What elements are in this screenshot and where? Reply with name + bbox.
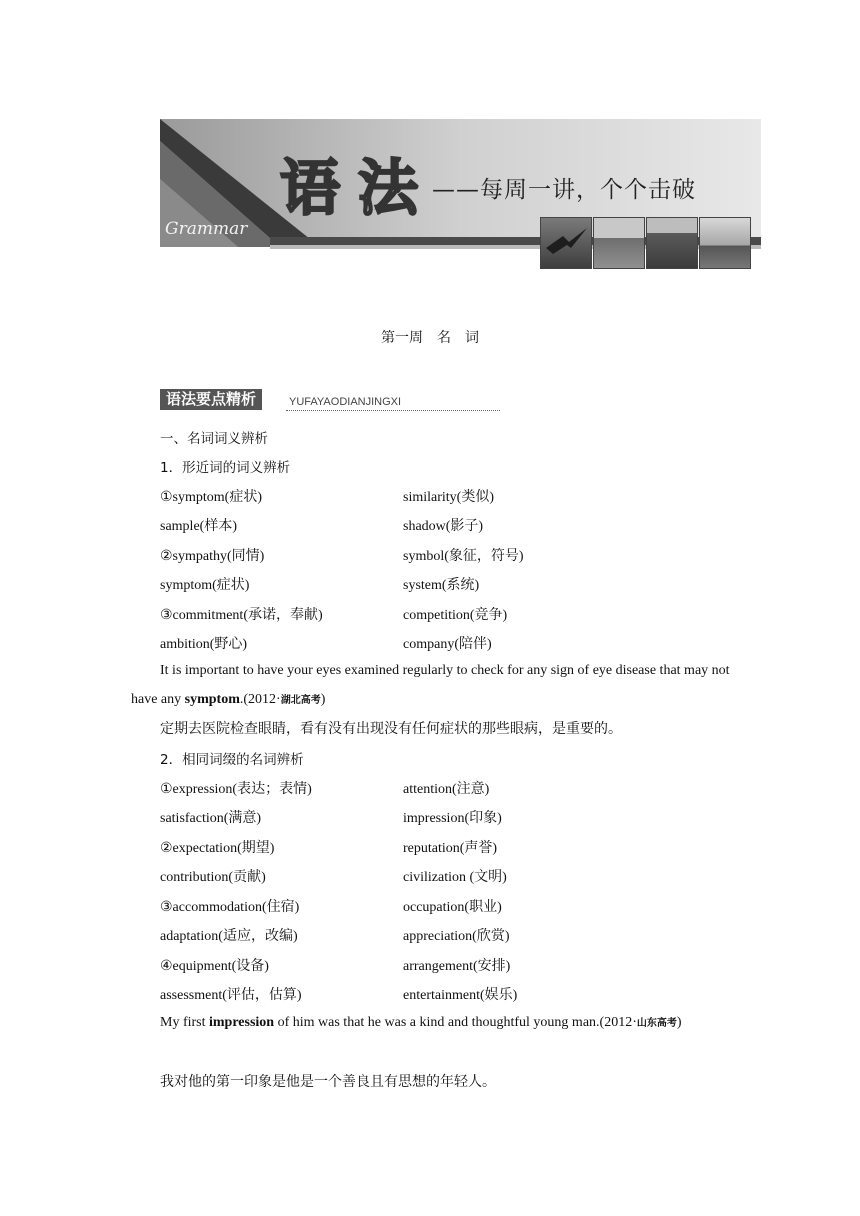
banner-subtitle: ——每周一讲，个个击破 (432, 177, 696, 203)
word-left: ①expression(表达；表情) (160, 782, 312, 797)
lesson-title: 第一周 名 词 (381, 331, 479, 346)
heading-similar-words: 1．形近词的词义辨析 (160, 460, 291, 476)
example-text: My first (160, 1015, 209, 1030)
word-right: impression(印象) (403, 811, 502, 826)
section-divider (286, 410, 500, 411)
word-right: shadow(影子) (403, 519, 484, 534)
river-photo (593, 217, 645, 269)
word-left: symptom(症状) (160, 578, 250, 593)
word-right: symbol(象征，符号) (403, 549, 524, 564)
word-right: attention(注意) (403, 782, 490, 797)
word-left: satisfaction(满意) (160, 811, 262, 826)
example-sentence-2 (131, 1008, 731, 1038)
example-source: 湖北高考 (280, 695, 321, 706)
section-pinyin: YUFAYAODIANJINGXI (289, 396, 402, 408)
word-right: competition(竞争) (403, 608, 508, 623)
word-right: occupation(职业) (403, 900, 502, 915)
word-left: assessment(评估，估算) (160, 988, 302, 1003)
section-tag: 语法要点精析 (160, 389, 262, 410)
example-text: of him was that he was a kind and thoughtful young man.(2012· (274, 1015, 637, 1030)
word-left: ④equipment(设备) (160, 959, 269, 974)
heading-noun-meaning: 一、名词词义辨析 (160, 431, 268, 447)
example-text: It is important to have your eyes examined regularly to check for any sign of eye disease that may not have any (131, 663, 730, 707)
banner-english-label: Grammar (165, 219, 248, 239)
eagle-photo (540, 217, 592, 269)
word-left: ②expectation(期望) (160, 841, 275, 856)
word-left: sample(样本) (160, 519, 237, 534)
example-translation-2: 我对他的第一印象是他是一个善良且有思想的年轻人。 (160, 1075, 496, 1090)
word-left: ①symptom(症状) (160, 490, 262, 505)
word-right: company(陪伴) (403, 637, 492, 652)
word-left: ambition(野心) (160, 637, 248, 652)
grammar-banner (160, 119, 761, 269)
word-left: contribution(贡献) (160, 870, 266, 885)
word-left: adaptation(适应，改编) (160, 929, 298, 944)
word-right: civilization (文明) (403, 870, 507, 885)
heading-same-affix: 2．相同词缀的名词辨析 (160, 752, 304, 768)
ruins-photo (646, 217, 698, 269)
example-text: ) (320, 692, 326, 707)
word-right: reputation(声誉) (403, 841, 498, 856)
example-translation-1: 定期去医院检查眼睛，看有没有出现没有任何症状的那些眼病，是重要的。 (160, 722, 622, 737)
word-right: arrangement(安排) (403, 959, 511, 974)
example-keyword: impression (209, 1015, 275, 1030)
word-left: ③commitment(承诺，奉献) (160, 608, 323, 623)
example-source: 山东高考 (636, 1018, 677, 1029)
word-right: system(系统) (403, 578, 480, 593)
word-right: similarity(类似) (403, 490, 494, 505)
example-keyword: symptom (184, 692, 240, 707)
example-sentence-1 (131, 656, 731, 715)
example-text: .(2012· (239, 692, 281, 707)
word-left: ③accommodation(住宿) (160, 900, 300, 915)
word-right: appreciation(欣赏) (403, 929, 510, 944)
path-photo (699, 217, 751, 269)
banner-title: 语法 (280, 154, 436, 224)
word-left: ②sympathy(同情) (160, 549, 265, 564)
word-right: entertainment(娱乐) (403, 988, 518, 1003)
example-text: ) (676, 1015, 682, 1030)
